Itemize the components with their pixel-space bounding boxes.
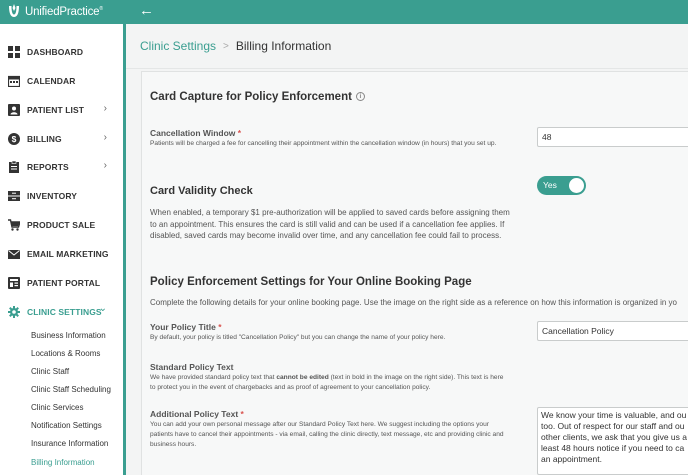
- sidebar-subitem-business-information[interactable]: Business Information: [31, 331, 106, 340]
- inventory-icon: [8, 190, 20, 202]
- sidebar-subitem-billing-information[interactable]: Billing Information: [31, 458, 95, 467]
- sidebar-item-inventory[interactable]: [0, 186, 123, 206]
- sidebar-subitem-clinic-staff-scheduling[interactable]: Clinic Staff Scheduling: [31, 385, 111, 394]
- portal-icon: [8, 277, 20, 289]
- sidebar-item-label: INVENTORY: [27, 191, 78, 201]
- sidebar-item-patient-portal[interactable]: [0, 273, 123, 293]
- sidebar-subitem-clinic-services[interactable]: Clinic Services: [31, 403, 84, 412]
- sidebar-item-label: CALENDAR: [27, 76, 76, 86]
- sidebar-item-calendar[interactable]: [0, 71, 123, 91]
- sidebar-item-label: PATIENT PORTAL: [27, 278, 101, 288]
- sidebar-item-label: BILLING: [27, 134, 62, 144]
- cancellation-window-help: Patients will be charged a fee for cancelling their appointment within the cancellation window (in hours) that you set up.: [150, 140, 497, 147]
- chevron-right-icon: ›: [103, 160, 107, 171]
- policy-enforcement-title: Policy Enforcement Settings for Your Online Booking Page: [150, 276, 472, 288]
- app-logo[interactable]: [0, 0, 123, 24]
- envelope-icon: [8, 248, 20, 260]
- textarea-line: other clients, we ask that you give us a: [541, 432, 687, 442]
- sidebar-item-label: CLINIC SETTINGS: [27, 307, 102, 317]
- policy-title-label: Your Policy Title *: [150, 322, 222, 332]
- breadcrumb-separator-icon: >: [223, 40, 229, 52]
- sidebar-item-billing[interactable]: [0, 129, 123, 149]
- sidebar-subitem-notification-settings[interactable]: Notification Settings: [31, 421, 102, 430]
- sidebar-item-label: PATIENT LIST: [27, 105, 85, 115]
- info-icon[interactable]: i: [356, 92, 365, 101]
- person-icon: [8, 104, 20, 116]
- breadcrumb-clinic-settings[interactable]: Clinic Settings: [140, 39, 217, 53]
- toggle-label: Yes: [543, 180, 557, 190]
- sidebar-subitem-clinic-staff[interactable]: Clinic Staff: [31, 367, 70, 376]
- sidebar-item-email-marketing[interactable]: [0, 244, 123, 264]
- dollar-icon: [8, 133, 20, 145]
- additional-policy-label: Additional Policy Text *: [150, 409, 244, 419]
- grid-icon: [8, 46, 20, 58]
- cancellation-window-input[interactable]: 48: [537, 127, 688, 147]
- standard-policy-help: We have provided standard policy text that cannot be edited (text in bold in the image on the right side). This text is here to protect you in the event of chargebacks and as proof of agreement to your cancellation policy.: [150, 374, 504, 391]
- card-validity-toggle[interactable]: [537, 176, 586, 195]
- sidebar-item-label: DASHBOARD: [27, 47, 84, 57]
- breadcrumb: [126, 24, 688, 69]
- cart-icon: [8, 219, 20, 231]
- sidebar-subitem-insurance-information[interactable]: Insurance Information: [31, 439, 109, 448]
- card-validity-title: Card Validity Check: [150, 185, 253, 197]
- textarea-line: least 48 hours notice if you need to ca: [541, 443, 685, 453]
- sidebar-item-label: PRODUCT SALE: [27, 220, 96, 230]
- chevron-down-icon: ⌄: [98, 303, 107, 314]
- policy-title-input[interactable]: Cancellation Policy: [537, 321, 688, 341]
- logo-text: UnifiedPractice®: [25, 6, 103, 18]
- sidebar-item-product-sale[interactable]: [0, 215, 123, 235]
- textarea-line: an appointment.: [541, 454, 602, 464]
- logo-icon: [6, 4, 22, 20]
- policy-title-help: By default, your policy is titled "Cancellation Policy" but you can change the name of your policy here.: [150, 334, 446, 341]
- breadcrumb-current: Billing Information: [235, 39, 332, 53]
- back-arrow-icon[interactable]: ←: [139, 2, 154, 19]
- chevron-right-icon: ›: [103, 132, 107, 143]
- sidebar-item-label: EMAIL MARKETING: [27, 249, 109, 259]
- card-validity-description: When enabled, a temporary $1 pre-authorization will be applied to saved cards before assigning them to an appointment. This ensures the card is still valid and can be used if a cancellation fee applies. If disabled, saved cards may become invalid over time, and any cancellation fee could fail to process.: [150, 208, 510, 240]
- top-bar: [0, 0, 688, 24]
- textarea-line: too. Out of respect for our staff and ou: [541, 421, 685, 431]
- gear-icon: [8, 306, 20, 318]
- cancellation-window-label: Cancellation Window *: [150, 128, 242, 138]
- sidebar-item-label: REPORTS: [27, 162, 69, 172]
- svg-text:$: $: [11, 134, 17, 144]
- policy-enforcement-intro: Complete the following details for your online booking page. Use the image on the right side as a reference on how this information is organized in yo: [150, 298, 677, 307]
- additional-policy-textarea[interactable]: [537, 407, 688, 475]
- sidebar-item-dashboard[interactable]: [0, 42, 123, 62]
- sidebar-item-clinic-settings[interactable]: [0, 302, 123, 322]
- additional-policy-help: You can add your own personal message after our Standard Policy Text here. We suggest including the options your patients have to cancel their appointments - via email, calling the clinic directly, text message, etc and providing clinic and business hours.: [150, 421, 504, 448]
- chevron-right-icon: ›: [103, 103, 107, 114]
- toggle-knob: [569, 178, 584, 193]
- card-capture-title: Card Capture for Policy Enforcement i: [150, 91, 365, 103]
- clipboard-icon: [8, 161, 20, 173]
- calendar-icon: [8, 75, 20, 87]
- textarea-line: We know your time is valuable, and ou: [541, 410, 687, 420]
- sidebar-item-reports[interactable]: [0, 157, 123, 177]
- standard-policy-label: Standard Policy Text: [150, 362, 234, 372]
- sidebar-subitem-locations-rooms[interactable]: Locations & Rooms: [31, 349, 101, 358]
- sidebar-item-patient-list[interactable]: [0, 100, 123, 120]
